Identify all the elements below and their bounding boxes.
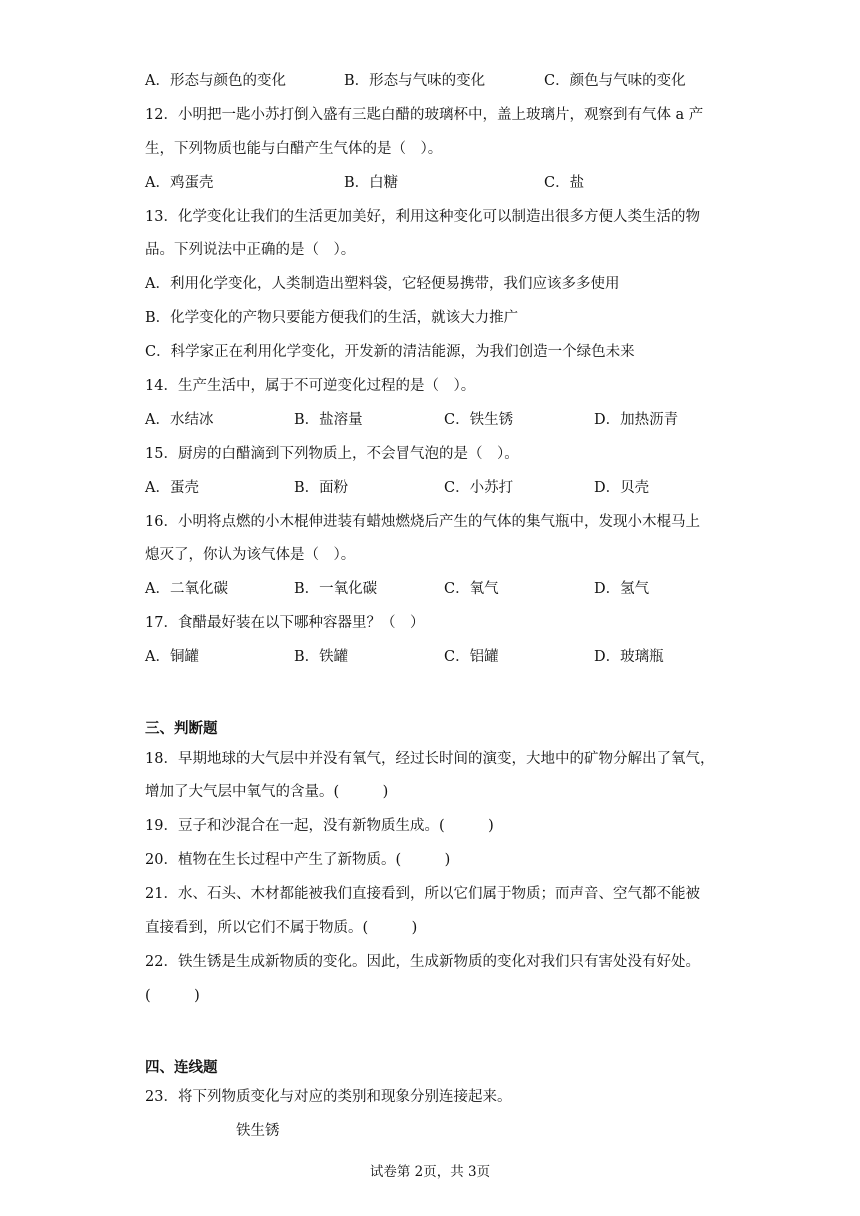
q18-line-1: 18．早期地球的大气层中并没有氧气，经过长时间的演变，大地中的矿物分解出了氧气，: [145, 751, 715, 767]
q16-option-c: C．氧气: [444, 581, 499, 597]
q16-option-a: A．二氧化碳: [145, 581, 228, 597]
q16-line-1: 16．小明将点燃的小木棍伸进装有蜡烛燃烧后产生的气体的集气瓶中，发现小木棍马上: [145, 514, 700, 530]
page-footer: 试卷第 2页，共 3页: [369, 1164, 491, 1180]
q21-line-2: 直接看到，所以它们不属于物质。( ): [145, 920, 418, 936]
q21-line-1: 21．水、石头、木材都能被我们直接看到，所以它们属于物质；而声音、空气都不能被: [145, 886, 700, 902]
q17-option-b: B．铁罐: [294, 649, 349, 665]
q22-line-2: ( ): [145, 988, 200, 1004]
q11-option-c: C．颜色与气味的变化: [544, 73, 686, 89]
q15-line-1: 15．厨房的白醋滴到下列物质上，不会冒气泡的是（ ）。: [145, 446, 519, 462]
q15-option-c: C．小苏打: [444, 480, 514, 496]
q23-item-rusting: 铁生锈: [236, 1123, 280, 1139]
q19-line: 19．豆子和沙混合在一起，没有新物质生成。( ): [145, 818, 494, 834]
q14-option-a: A．水结冰: [145, 412, 214, 428]
q18-line-2: 增加了大气层中氧气的含量。( ): [145, 784, 389, 800]
q13-option-a: A．利用化学变化，人类制造出塑料袋，它轻便易携带，我们应该多多使用: [145, 276, 620, 292]
section-title-matching: 四、连线题: [145, 1059, 218, 1076]
q13-line-1: 13．化学变化让我们的生活更加美好，利用这种变化可以制造出很多方便人类生活的物: [145, 209, 700, 225]
q17-line-1: 17．食醋最好装在以下哪种容器里？（ ）: [145, 615, 425, 631]
q23-line-1: 23．将下列物质变化与对应的类别和现象分别连接起来。: [145, 1089, 512, 1105]
q14-option-d: D．加热沥青: [594, 412, 679, 428]
q11-option-b: B．形态与气味的变化: [344, 73, 486, 89]
q14-option-b: B．盐溶量: [294, 412, 363, 428]
q13-line-2: 品。下列说法中正确的是（ ）。: [145, 242, 356, 258]
q15-option-a: A．蛋壳: [145, 480, 199, 496]
q22-line-1: 22．铁生锈是生成新物质的变化。因此，生成新物质的变化对我们只有害处没有好处。: [145, 954, 700, 970]
q17-option-c: C．铝罐: [444, 649, 499, 665]
q20-line: 20．植物在生长过程中产生了新物质。( ): [145, 852, 451, 868]
q16-line-2: 熄灭了，你认为该气体是（ ）。: [145, 547, 356, 563]
section-title-judgment: 三、判断题: [145, 720, 218, 737]
q17-option-d: D．玻璃瓶: [594, 649, 664, 665]
q12-line-2: 生，下列物质也能与白醋产生气体的是（ ）。: [145, 141, 443, 157]
q16-option-b: B．一氧化碳: [294, 581, 378, 597]
q12-option-c: C．盐: [544, 175, 585, 191]
q15-option-b: B．面粉: [294, 480, 349, 496]
q13-option-c: C．科学家正在利用化学变化，开发新的清洁能源，为我们创造一个绿色未来: [145, 344, 635, 360]
q12-line-1: 12．小明把一匙小苏打倒入盛有三匙白醋的玻璃杯中，盖上玻璃片，观察到有气体 a 产: [145, 107, 704, 123]
q14-option-c: C．铁生锈: [444, 412, 514, 428]
q16-option-d: D．氢气: [594, 581, 650, 597]
q13-option-b: B．化学变化的产物只要能方便我们的生活，就该大力推广: [145, 310, 519, 326]
q17-option-a: A．铜罐: [145, 649, 199, 665]
q15-option-d: D．贝壳: [594, 480, 650, 496]
q12-option-b: B．白糖: [344, 175, 399, 191]
q14-line-1: 14．生产生活中，属于不可逆变化过程的是（ ）。: [145, 378, 476, 394]
q12-option-a: A．鸡蛋壳: [145, 175, 214, 191]
q11-option-a: A．形态与颜色的变化: [145, 73, 286, 89]
